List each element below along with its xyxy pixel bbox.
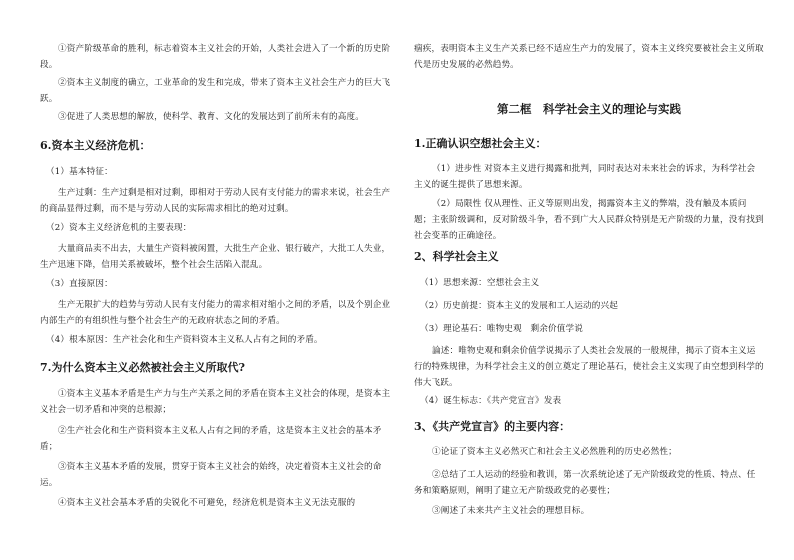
paragraph: ②生产社会化和生产资料资本主义私人占有之间的矛盾，这是资本主义社会的基本矛盾； — [40, 426, 382, 452]
paragraph: ②总结了工人运动的经验和教训，第一次系统论述了无产阶级政党的性质、特点、任务和策略原则，阐明了建立无产阶级政党的必要性； — [414, 470, 756, 496]
section-heading: 6.资本主义经济危机： — [40, 139, 151, 152]
paragraph: （2）局限性 仅从理性、正义等原则出发，揭露资本主义的弊端，没有触及本质问题；主张阶级调和，反对阶级斗争，看不到广大人民群众特别是无产阶级的力量，没有找到社会变革的正确途径。 — [414, 199, 764, 241]
paragraph: 痼疾，表明资本主义生产关系已经不适应生产力的发展了，资本主义终究要被社会主义所取代是历史发展的必然趋势。 — [414, 44, 764, 70]
section-heading: 2、科学社会主义 — [414, 250, 499, 263]
section-heading: 7.为什么资本主义必然被社会主义所取代? — [40, 361, 245, 374]
paragraph: 生产无限扩大的趋势与劳动人民有支付能力的需求相对缩小之间的矛盾，以及个别企业内部生产的有组织性与整个社会生产的无政府状态之间的矛盾。 — [40, 300, 391, 326]
paragraph: 論述：唯物史观和剩余价值学说揭示了人类社会发展的一般规律，揭示了资本主义运行的特殊规律，为科学社会主义的创立奠定了理论基石，使社会主义实现了由空想到科学的伟大飞跃。 — [414, 346, 764, 388]
paragraph: ④资本主义社会基本矛盾的尖锐化不可避免，经济危机是资本主义无法克服的 — [58, 498, 356, 508]
paragraph: ①资本主义基本矛盾是生产力与生产关系之间的矛盾在资本主义社会的体现，是资本主义社会一切矛盾和冲突的总根源； — [40, 389, 391, 415]
paragraph: ②资本主义制度的确立，工业革命的发生和完成，带来了资本主义社会生产力的巨大飞跃。 — [40, 78, 391, 104]
paragraph: ③阐述了未来共产主义社会的理想目标。 — [432, 506, 590, 516]
subheading: （4）诞生标志：《共产党宣言》发表 — [420, 396, 562, 406]
section-heading: 1.正确认识空想社会主义： — [414, 137, 547, 150]
paragraph: ③促进了人类思想的解放，使科学、教育、文化的发展达到了前所未有的高度。 — [58, 112, 365, 122]
right-column — [414, 0, 764, 560]
subheading: （1）基本特征： — [46, 167, 113, 177]
subheading: （3）直接原因： — [46, 279, 113, 289]
subheading: （2）资本主义经济危机的主要表现： — [46, 223, 192, 233]
section-heading: 3、《共产党宣言》的主要内容： — [414, 420, 571, 433]
left-column — [40, 0, 392, 560]
paragraph: ③资本主义基本矛盾的发展，贯穿于资本主义社会的始终，决定着资本主义社会的命运。 — [40, 462, 382, 488]
paragraph: 大量商品卖不出去，大量生产资料被闲置，大批生产企业、银行破产，大批工人失业，生产迅速下降，信用关系被破坏，整个社会生活陷入混乱。 — [40, 244, 391, 270]
paragraph: （1）进步性 对资本主义进行揭露和批判，同时表达对未来社会的诉求，为科学社会主义的诞生提供了思想来源。 — [414, 164, 756, 190]
subheading: （2）历史前提：资本主义的发展和工人运动的兴起 — [420, 301, 618, 311]
page-title: 第二框 科学社会主义的理论与实践 — [497, 102, 681, 116]
paragraph: 生产过剩：生产过剩是相对过剩，即相对于劳动人民有支付能力的需求来说，社会生产的商品显得过剩，而不是与劳动人民的实际需求相比的绝对过剩。 — [40, 188, 391, 214]
subheading: （4）根本原因：生产社会化和生产资料资本主义私人占有之间的矛盾。 — [46, 335, 323, 345]
paragraph: ①论证了资本主义必然灭亡和社会主义必然胜利的历史必然性； — [432, 447, 677, 457]
subheading: （3）理论基石：唯物史观 剩余价值学说 — [420, 324, 584, 334]
subheading: （1）思想来源：空想社会主义 — [420, 278, 540, 288]
paragraph: ①资产阶级革命的胜利，标志着资本主义社会的开始，人类社会进入了一个新的历史阶段。 — [40, 44, 391, 70]
